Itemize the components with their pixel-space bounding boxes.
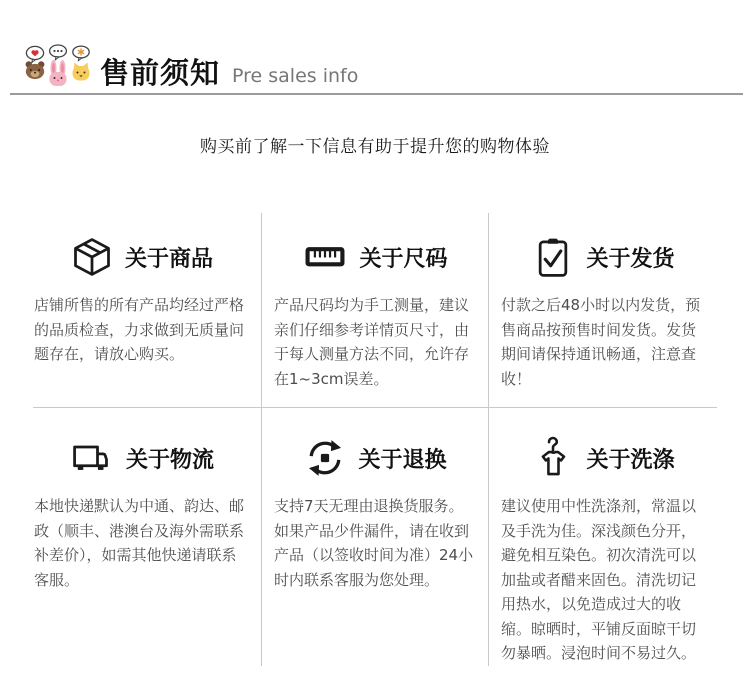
truck-icon	[69, 436, 115, 480]
card-logistics-body: 本地快递默认为中通、韵达、邮政（顺丰、港澳台及海外需联系补差价），如需其他快递请联系客服。	[34, 497, 245, 589]
card-product	[33, 213, 261, 408]
card-logistics-header	[34, 435, 249, 481]
card-size-body: 产品尺码均为手工测量，建议亲们仔细参考详情页尺寸，由于每人测量方法不同，允许存在1~3cm误差。	[274, 296, 470, 388]
card-washing-header	[501, 435, 705, 481]
card-size-header	[274, 234, 476, 280]
card-washing-title: 关于洗涤	[586, 447, 675, 473]
card-returns	[261, 408, 489, 666]
intro-text: 购买前了解一下信息有助于提升您的购物体验	[200, 137, 550, 157]
card-product-body: 店铺所售的所有产品均经过严格的品质检查，力求做到无质量问题存在，请放心购买。	[34, 296, 245, 363]
card-product-header	[34, 234, 249, 280]
card-returns-header	[274, 435, 476, 481]
header-divider	[10, 93, 743, 95]
info-cards-grid	[33, 213, 717, 666]
cat-flower-icon	[73, 46, 90, 80]
card-washing-body: 建议使用中性洗涤剂，常温以及手洗为佳。深浅颜色分开，避免相互染色。初次清洗可以加盐或者醋来固色。清洗切记用热水，以免造成过大的收缩。晾晒时，平铺反面晾干切勿暴晒。浸泡时间不易过久。	[501, 497, 697, 662]
card-logistics	[33, 408, 261, 666]
bear-heart-icon	[26, 46, 45, 79]
card-product-title: 关于商品	[124, 246, 213, 272]
card-shipping	[489, 213, 717, 408]
page-subtitle: Pre sales info	[232, 65, 359, 87]
shirt-hanger-icon	[531, 436, 575, 480]
card-logistics-title: 关于物流	[125, 447, 214, 473]
card-returns-title: 关于退换	[358, 447, 447, 473]
card-size	[261, 213, 489, 408]
header	[0, 0, 750, 90]
clipboard-check-icon	[531, 235, 575, 279]
ruler-icon	[302, 235, 348, 279]
package-icon	[70, 235, 114, 279]
card-washing	[489, 408, 717, 666]
card-shipping-header	[501, 234, 705, 280]
mascot-icons	[24, 44, 94, 90]
card-returns-body: 支持7天无理由退换货服务。如果产品少件漏件，请在收到产品（以签收时间为准）24小时内联系客服为您处理。	[274, 497, 474, 589]
card-shipping-title: 关于发货	[586, 246, 675, 272]
card-shipping-body: 付款之后48小时以内发货，预售商品按预售时间发货。发货期间请保持通讯畅通，注意查收！	[501, 296, 701, 388]
refresh-exchange-icon	[303, 436, 347, 480]
bunny-dots-icon	[50, 45, 67, 86]
page-title: 售前须知	[100, 56, 221, 91]
card-size-title: 关于尺码	[359, 246, 448, 272]
mascot-icons-svg	[24, 44, 94, 90]
